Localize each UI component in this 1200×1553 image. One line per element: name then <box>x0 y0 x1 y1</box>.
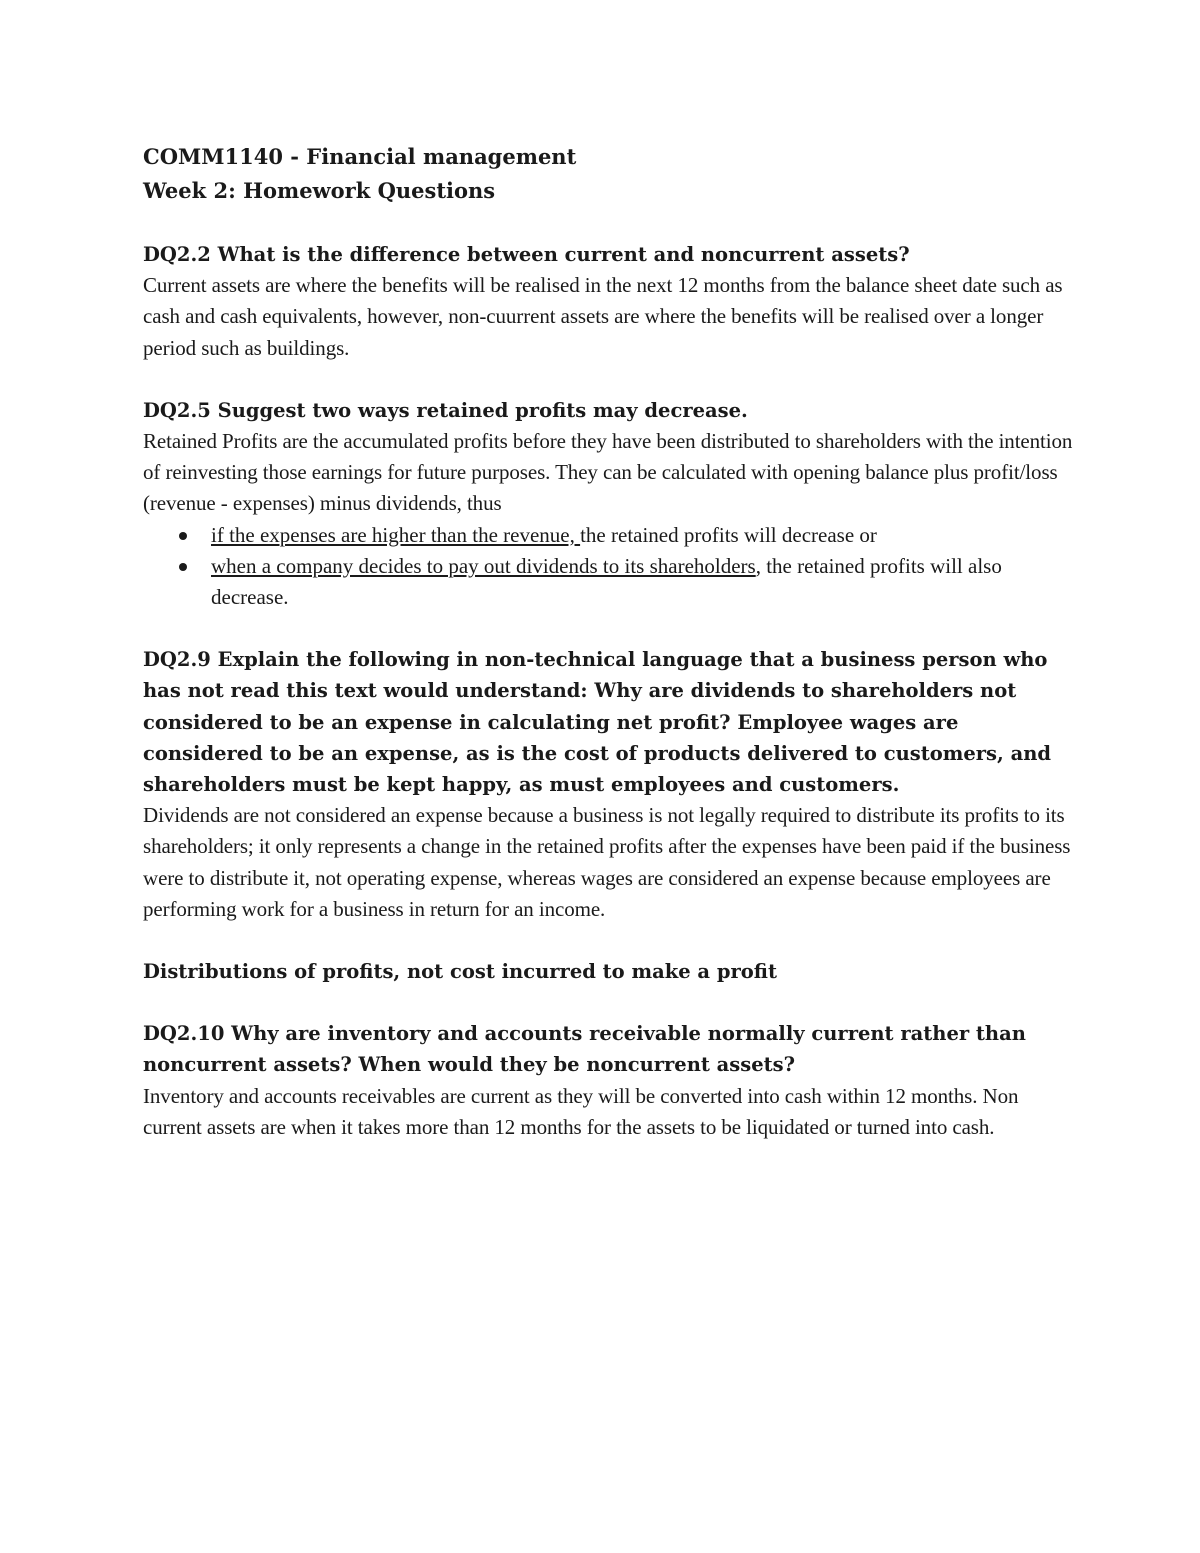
list-item <box>143 520 1073 551</box>
list-item-text: the retained profits will decrease or <box>580 522 877 547</box>
spacer <box>143 613 1073 644</box>
answer-dq2-2: Current assets are where the benefits will be realised in the next 12 months from the balance sheet date such as cash and cash equivalents, however, non-cuurrent assets are where the benefits will be realised over a longer period such as buildings. <box>143 273 1063 360</box>
list-item <box>143 551 1073 613</box>
spacer <box>143 364 1073 395</box>
list-item-text: , the retained profits will also decrease. <box>211 553 1002 610</box>
course-title: COMM1140 - Financial management <box>143 144 577 169</box>
answer-dq2-5: Retained Profits are the accumulated profits before they have been distributed to shareholders with the intention of reinvesting those earnings for future purposes. They can be calculated with opening balance plus profit/loss (revenue - expenses) minus dividends, thus <box>143 429 1073 516</box>
bullet-list <box>143 520 1073 614</box>
bullet-icon <box>179 563 187 571</box>
answer-dq2-9: Dividends are not considered an expense because a business is not legally required to distribute its profits to its shareholders; it only represents a change in the retained profits after the expenses have been paid if the business were to distribute it, not operating expense, whereas wages are considered an expense because employees are performing work for a business in return for an income. <box>143 803 1071 921</box>
spacer <box>143 208 1073 239</box>
summary-note: Distributions of profits, not cost incurred to make a profit <box>143 960 777 984</box>
answer-dq2-10: Inventory and accounts receivables are current as they will be converted into cash within 12 months. Non current assets are when it takes more than 12 months for the assets to be liquidated or turned into cash. <box>143 1083 1019 1139</box>
bullet-icon <box>179 532 187 540</box>
question-dq2-2: DQ2.2 What is the difference between current and noncurrent assets? <box>143 243 910 266</box>
spacer <box>143 925 1073 956</box>
question-dq2-10: DQ2.10 Why are inventory and accounts receivable normally current rather than noncurrent assets? When would they be noncurrent assets? <box>143 1022 1026 1077</box>
underlined-text: when a company decides to pay out dividends to its shareholders <box>211 553 756 578</box>
question-dq2-5: DQ2.5 Suggest two ways retained profits may decrease. <box>143 398 748 422</box>
spacer <box>143 987 1073 1018</box>
document-body <box>143 140 1073 1143</box>
week-title: Week 2: Homework Questions <box>143 178 496 203</box>
question-dq2-9: DQ2.9 Explain the following in non-technical language that a business person who has not read this text would understand: Why are dividends to shareholders not considered to be an expense in calculating net profit? Employee wages are considered to be an expense, as is the cost of products delivered to customers, and shareholders must be kept happy, as must employees and customers. <box>143 648 1052 797</box>
underlined-text: if the expenses are higher than the revenue, <box>211 522 581 547</box>
